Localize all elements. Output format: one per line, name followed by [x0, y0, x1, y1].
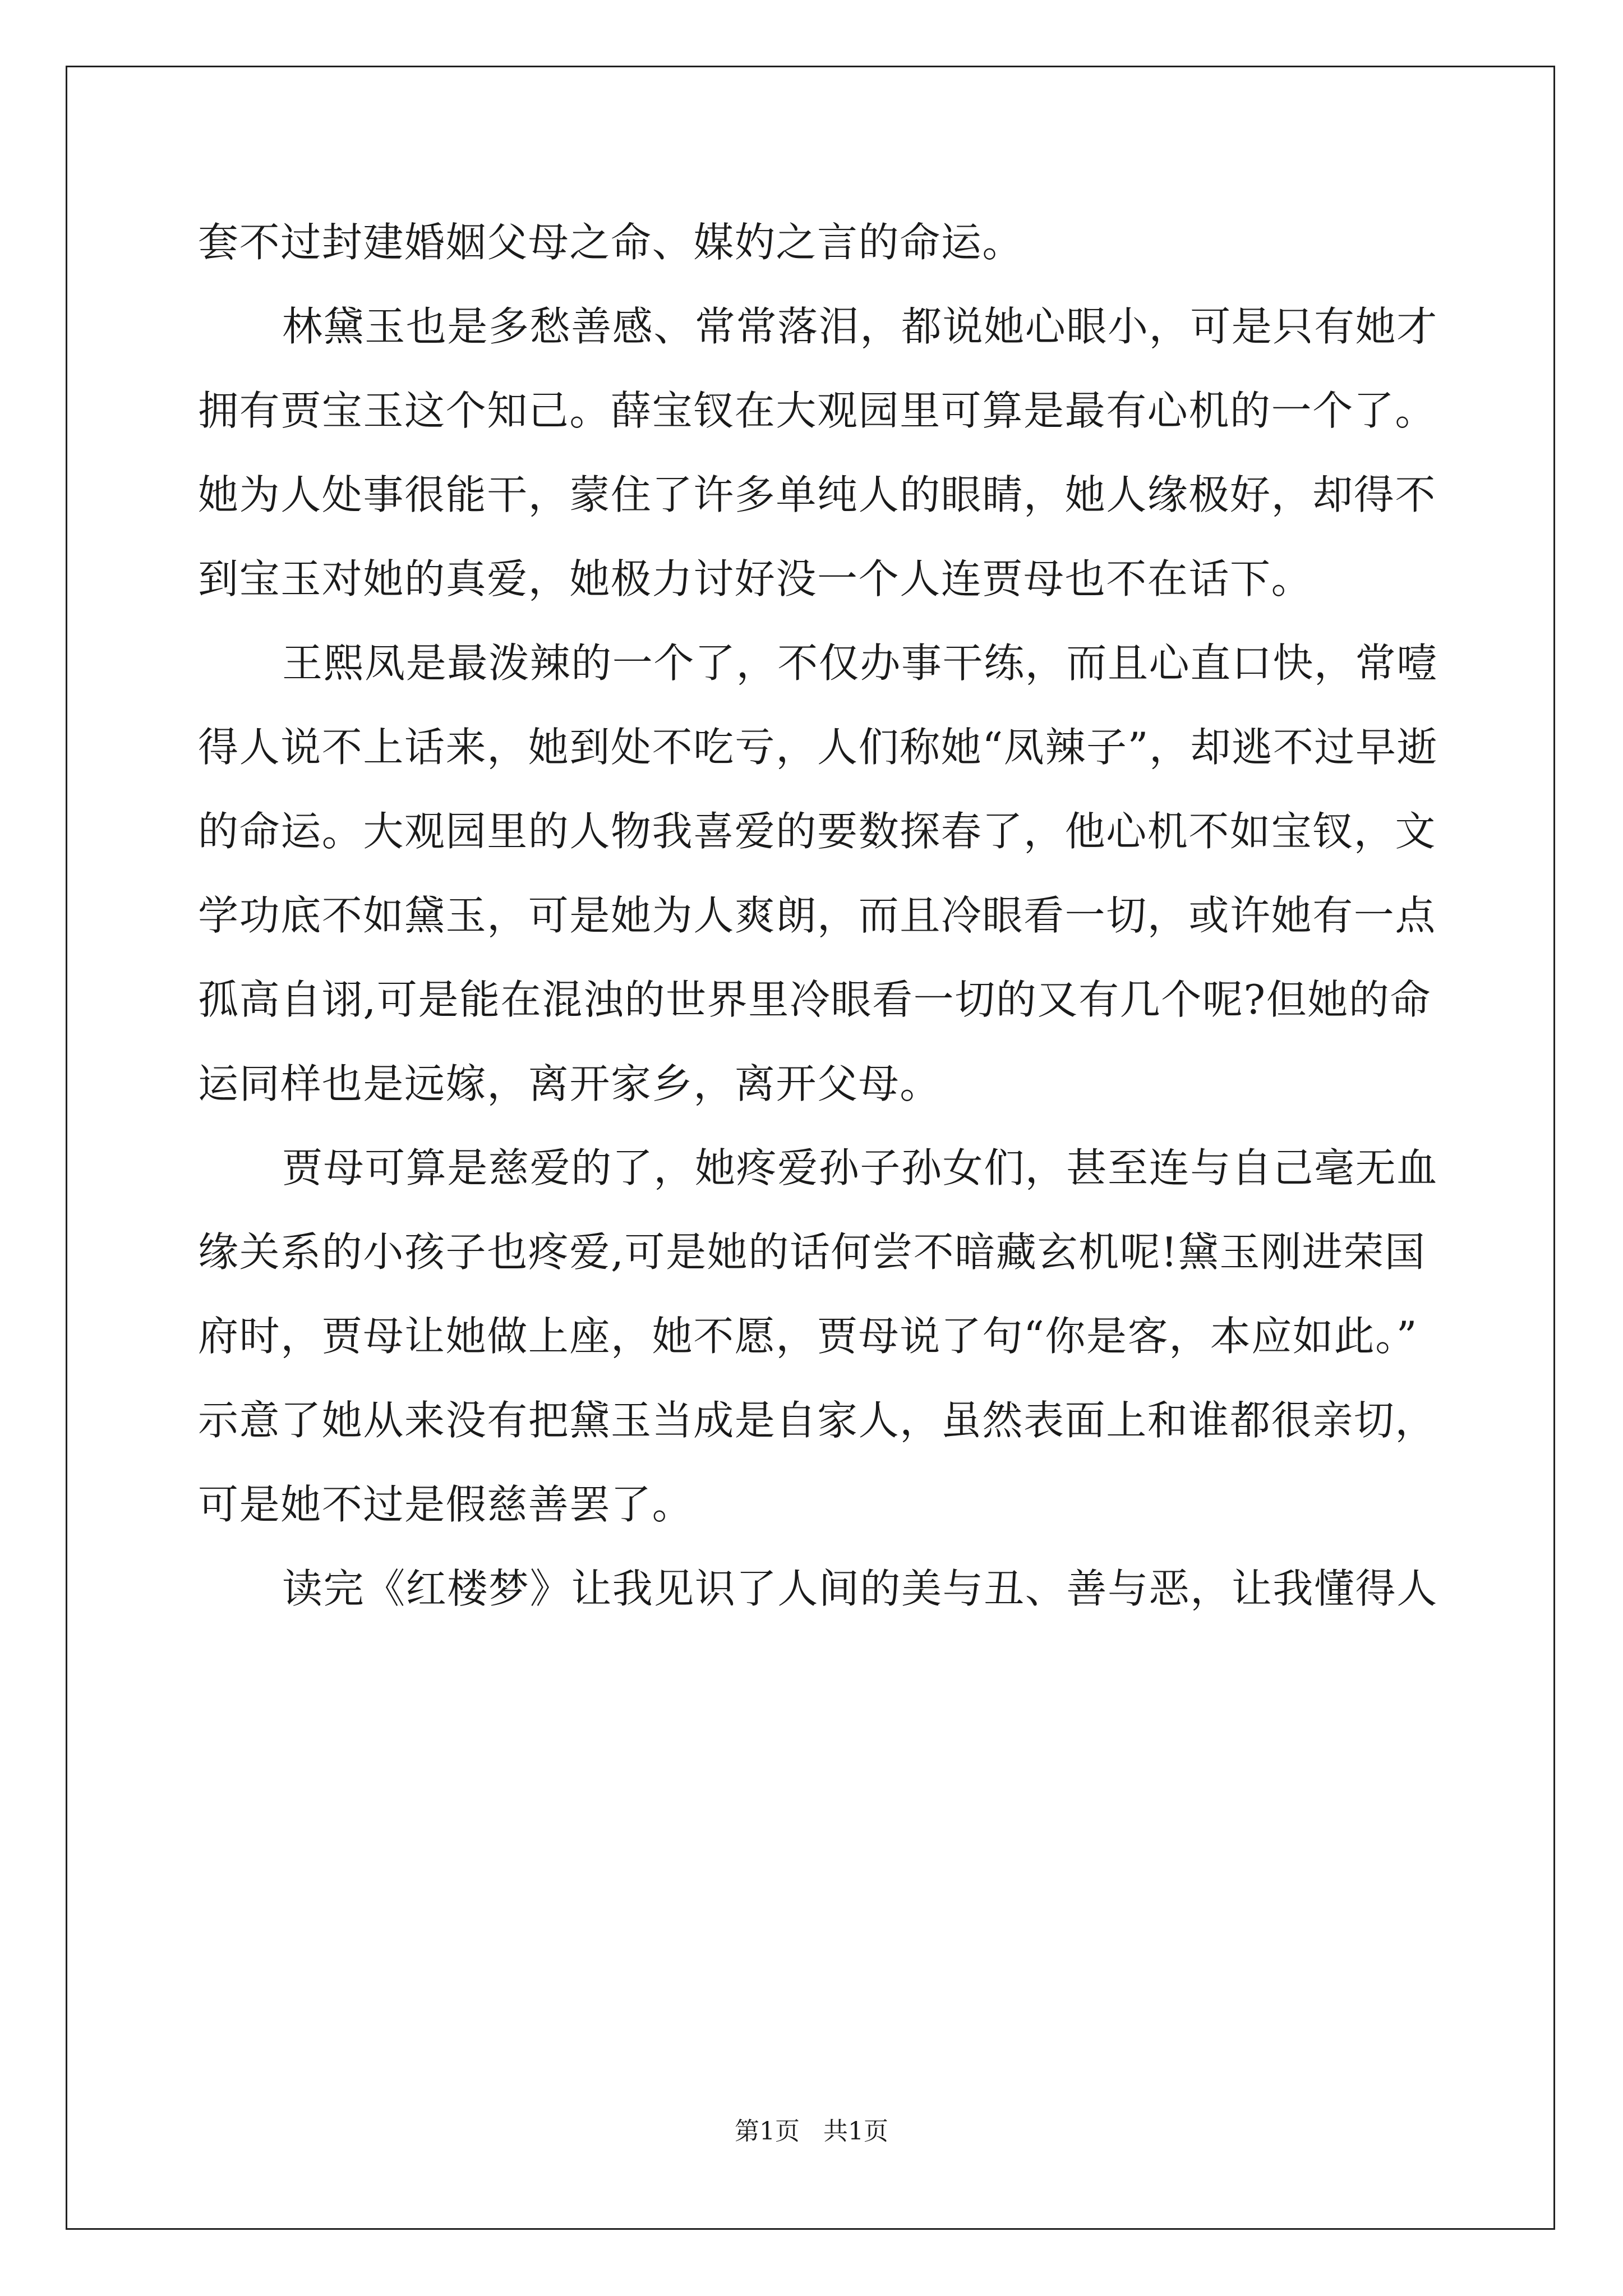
- paragraph-first-line: 王熙凤是最泼辣的一个了，不仅办事干练，而且心直口快，常噎: [282, 639, 1438, 687]
- text-line: 拥有贾宝玉这个知己。薛宝钗在大观园里可算是最有心机的一个了。: [198, 387, 1437, 434]
- text-line: 缘关系的小孩子也疼爱,可是她的话何尝不暗藏玄机呢!黛玉刚进荣国: [198, 1228, 1426, 1276]
- text-line: 孤高自诩,可是能在混浊的世界里冷眼看一切的又有几个呢?但她的命: [198, 976, 1432, 1023]
- paragraph-first-line: 贾母可算是慈爱的了，她疼爱孙子孙女们，甚至连与自己毫无血: [282, 1144, 1438, 1191]
- text-line: 她为人处事很能干，蒙住了许多单纯人的眼睛，她人缘极好，却得不: [198, 471, 1437, 518]
- text-line: 运同样也是远嫁，离开家乡，离开父母。: [198, 1060, 941, 1107]
- text-line: 的命运。大观园里的人物我喜爱的要数探春了，他心机不如宝钗，文: [198, 808, 1437, 855]
- text-line: 学功底不如黛玉，可是她为人爽朗，而且冷眼看一切，或许她有一点: [198, 892, 1437, 939]
- paragraph-first-line: 林黛玉也是多愁善感、常常落泪，都说她心眼小，可是只有她才: [282, 303, 1438, 350]
- text-line: 府时，贾母让她做上座，她不愿，贾母说了句“你是客，本应如此。”: [198, 1313, 1418, 1360]
- page-number: 第1页: [735, 2117, 800, 2146]
- paragraph-first-line: 读完《红楼梦》让我见识了人间的美与丑、善与恶，让我懂得人: [282, 1565, 1438, 1612]
- page-total: 共1页: [823, 2117, 888, 2146]
- text-line: 套不过封建婚姻父母之命、媒妁之言的命运。: [198, 219, 1024, 266]
- text-line: 示意了她从来没有把黛玉当成是自家人，虽然表面上和谁都很亲切，: [198, 1397, 1437, 1444]
- text-line: 得人说不上话来，她到处不吃亏，人们称她“凤辣子”，却逃不过早逝: [198, 724, 1438, 771]
- page-footer: [0, 2115, 1623, 2148]
- text-line: 到宝玉对她的真爱，她极力讨好没一个人连贾母也不在话下。: [198, 555, 1313, 602]
- text-line: 可是她不过是假慈善罢了。: [198, 1481, 694, 1528]
